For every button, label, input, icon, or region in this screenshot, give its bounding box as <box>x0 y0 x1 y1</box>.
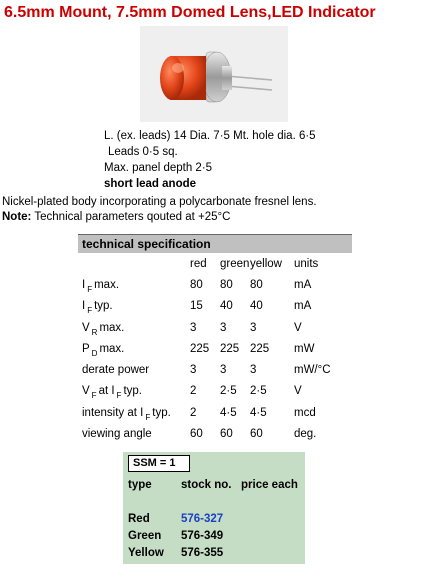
note-text: Technical parameters qouted at +25°C <box>31 211 231 223</box>
stock-number: 576-349 <box>181 529 224 542</box>
spec-header-row <box>78 253 344 274</box>
stock-price <box>241 510 298 527</box>
spec-unit: mW/°C <box>294 364 331 377</box>
led-product-image <box>140 26 288 122</box>
spec-value: 2 <box>190 385 197 398</box>
spec-unit: mcd <box>294 406 316 419</box>
spec-value: 40 <box>250 300 263 313</box>
body-text: Nickel-plated body incorporating a polycarbonate fresnel lens. <box>2 196 317 208</box>
spec-parameter <box>78 274 190 295</box>
stock-number: 576-355 <box>181 546 224 559</box>
param-subscript: F <box>116 391 122 401</box>
spec-col-header: yellow <box>250 257 282 270</box>
stock-type: Red <box>128 512 150 525</box>
spec-value: 60 <box>250 428 263 441</box>
spec-value: 60 <box>190 428 203 441</box>
note-label: Note: <box>2 211 32 223</box>
stock-panel <box>123 452 305 564</box>
ssm-badge: SSM = 1 <box>128 455 190 472</box>
spec-parameter <box>78 423 190 444</box>
param-qualifier: at I <box>98 385 115 398</box>
param-subscript: F <box>87 284 93 294</box>
spec-parameter <box>78 402 190 423</box>
spec-value: 80 <box>250 278 263 291</box>
spec-table <box>78 253 344 445</box>
spec-row <box>78 359 344 380</box>
spec-heading: technical specification <box>78 234 352 253</box>
spec-unit: mA <box>294 278 312 291</box>
param-qualifier: typ. <box>123 385 142 398</box>
spec-value: 2 <box>190 406 197 419</box>
technical-specification <box>78 234 352 445</box>
spec-col-header: red <box>190 257 207 270</box>
spec-value: 80 <box>220 278 233 291</box>
spec-parameter <box>78 317 190 338</box>
stock-col-header: price each <box>241 478 298 491</box>
leads-line: Leads 0·5 sq. <box>108 146 178 158</box>
spec-value: 40 <box>220 300 233 313</box>
spec-value: 3 <box>220 321 227 334</box>
param-qualifier: max. <box>99 321 125 334</box>
note-line <box>2 210 317 225</box>
param-symbol: viewing angle <box>82 428 152 441</box>
param-qualifier: max. <box>99 342 125 355</box>
param-symbol: intensity at I <box>82 406 144 419</box>
spec-col-header: units <box>294 257 319 270</box>
param-qualifier: typ. <box>94 300 113 313</box>
spec-parameter <box>78 296 190 317</box>
stock-table <box>128 476 298 561</box>
spec-parameter <box>78 359 190 380</box>
param-subscript: D <box>91 348 98 358</box>
spec-value: 15 <box>190 300 203 313</box>
spec-unit: mW <box>294 342 315 355</box>
spec-value: 3 <box>220 364 227 377</box>
param-subscript: F <box>145 412 151 422</box>
stock-row <box>128 510 298 527</box>
param-subscript: F <box>87 306 93 316</box>
spec-col-header: green <box>220 257 250 270</box>
stock-rows <box>128 510 298 561</box>
product-dimensions <box>104 128 316 192</box>
spec-parameter <box>78 381 190 402</box>
dimension-line: L. (ex. leads) 14 Dia. 7·5 Mt. hole dia. 6·5 <box>104 130 316 142</box>
spec-value: 4·5 <box>250 406 267 419</box>
spec-value: 2·5 <box>250 385 267 398</box>
param-subscript: F <box>91 391 97 401</box>
stock-price <box>241 527 298 544</box>
spec-row <box>78 274 344 295</box>
stock-col-header: type <box>128 478 152 491</box>
spec-unit: deg. <box>294 428 317 441</box>
stock-number[interactable]: 576-327 <box>181 512 224 525</box>
spec-row <box>78 423 344 444</box>
spec-row <box>78 402 344 423</box>
spec-value: 3 <box>250 364 257 377</box>
param-qualifier: max. <box>94 278 120 291</box>
stock-col-header: stock no. <box>181 478 232 491</box>
param-symbol: I <box>82 300 86 313</box>
spec-value: 4·5 <box>220 406 237 419</box>
led-photo-graphic <box>140 26 288 122</box>
spec-row <box>78 296 344 317</box>
param-symbol: V <box>82 321 90 334</box>
param-symbol: derate power <box>82 364 150 377</box>
stock-type: Yellow <box>128 546 164 559</box>
spec-unit: V <box>294 385 302 398</box>
spec-value: 3 <box>190 321 197 334</box>
spec-unit: V <box>294 321 302 334</box>
page-title: 6.5mm Mount, 7.5mm Domed Lens,LED Indicator <box>4 4 376 21</box>
param-subscript: R <box>91 327 98 337</box>
param-qualifier: typ. <box>152 406 171 419</box>
spec-value: 225 <box>220 342 240 355</box>
spec-value: 80 <box>190 278 203 291</box>
spec-value: 3 <box>190 364 197 377</box>
param-symbol: V <box>82 385 90 398</box>
spec-value: 60 <box>220 428 233 441</box>
stock-row <box>128 544 298 561</box>
spec-value: 3 <box>250 321 257 334</box>
product-description <box>2 195 317 225</box>
stock-price <box>241 544 298 561</box>
stock-header-row <box>128 476 298 493</box>
spec-parameter <box>78 338 190 359</box>
param-symbol: I <box>82 278 86 291</box>
panel-depth-line: Max. panel depth 2·5 <box>104 162 213 174</box>
spec-row <box>78 338 344 359</box>
spec-row <box>78 381 344 402</box>
spec-value: 225 <box>190 342 210 355</box>
spec-value: 2·5 <box>220 385 237 398</box>
stock-row <box>128 527 298 544</box>
spec-unit: mA <box>294 300 312 313</box>
spec-value: 225 <box>250 342 270 355</box>
param-symbol: P <box>82 342 90 355</box>
anode-note: short lead anode <box>104 178 197 190</box>
spec-rows <box>78 274 344 444</box>
spec-row <box>78 317 344 338</box>
stock-type: Green <box>128 529 162 542</box>
spec-col-header <box>78 253 190 274</box>
